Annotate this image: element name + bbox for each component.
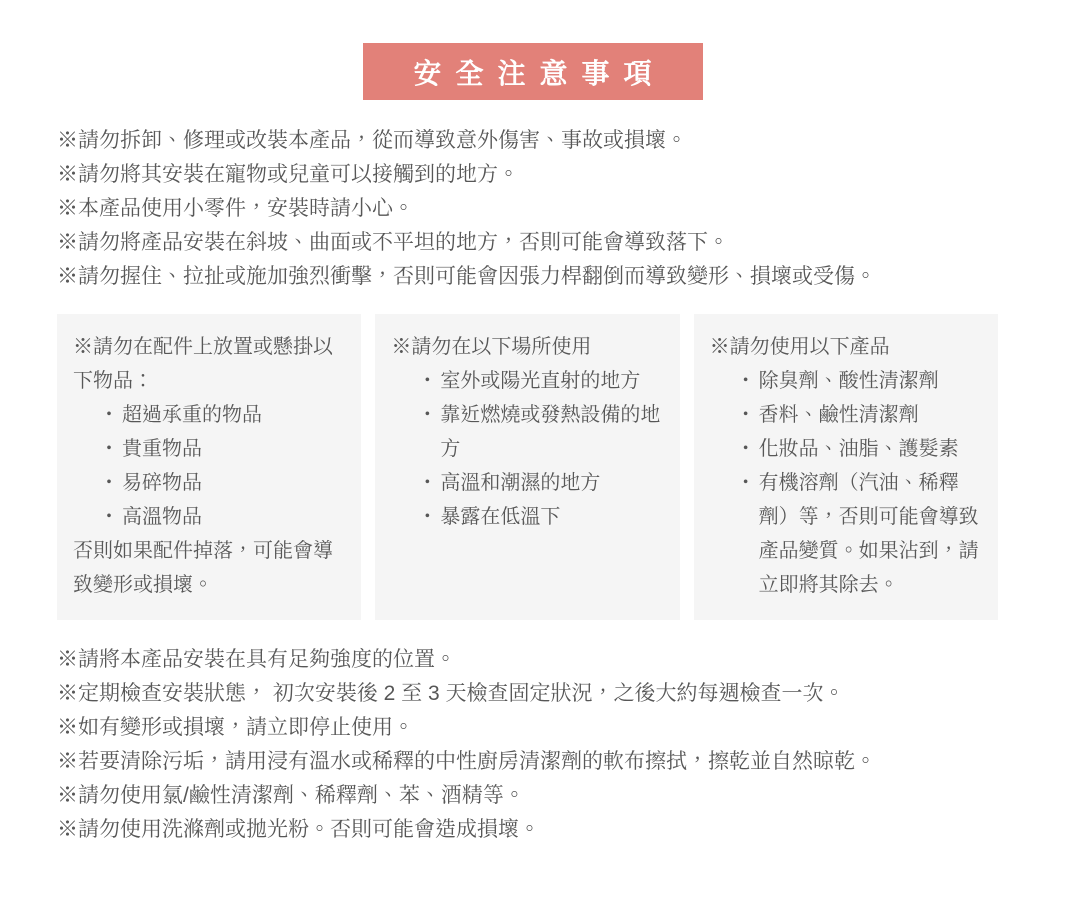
warning-box-bullet-list: [710, 364, 982, 602]
warning-boxes: [57, 314, 998, 620]
warning-box-heading: ※請勿在以下場所使用: [391, 336, 592, 358]
warning-box-footer: 否則如果配件掉落，可能會導致變形或損壞。: [73, 540, 333, 596]
safety-notice-page: [0, 43, 1065, 900]
box-bullet-item: ・ 暴露在低溫下: [417, 500, 663, 534]
warning-item: ※本產品使用小零件，安裝時請小心。: [57, 197, 414, 220]
warning-box-heading: ※請勿使用以下產品: [709, 336, 890, 358]
warning-item: ※定期檢查安裝狀態， 初次安裝後 2 至 3 天檢查固定狀況，之後大約每週檢查一次。: [57, 682, 845, 705]
warning-item: ※請勿使用洗滌劑或拋光粉。否則可能會造成損壞。: [57, 818, 540, 841]
box-bullet-item: ・ 高溫物品: [99, 500, 345, 534]
warning-box: [375, 314, 679, 620]
box-bullet-item: ・ 有機溶劑（汽油、稀釋劑）等，否則可能會導致產品變質。如果沾到，請立即將其除去。: [736, 466, 982, 602]
box-bullet-item: ・ 貴重物品: [99, 432, 345, 466]
page-title: 安全注意事項: [413, 57, 666, 89]
warning-box-bullet-list: [391, 364, 663, 534]
page-title-banner: [363, 43, 703, 100]
box-bullet-item: ・ 化妝品、油脂、護髮素: [736, 432, 982, 466]
box-bullet-item: ・ 超過承重的物品: [99, 398, 345, 432]
box-bullet-item: ・ 室外或陽光直射的地方: [417, 364, 663, 398]
warning-box-heading: ※請勿在配件上放置或懸掛以下物品：: [73, 336, 333, 392]
warning-item: ※請勿將其安裝在寵物或兒童可以接觸到的地方。: [57, 163, 519, 186]
warning-box: [694, 314, 998, 620]
warning-item: ※請將本產品安裝在具有足夠強度的位置。: [57, 648, 456, 671]
box-bullet-item: ・ 除臭劑、酸性清潔劑: [736, 364, 982, 398]
warning-item: ※若要清除污垢，請用浸有溫水或稀釋的中性廚房清潔劑的軟布擦拭，擦乾並自然晾乾。: [57, 750, 876, 773]
warning-box: [57, 314, 361, 620]
box-bullet-item: ・ 高溫和潮濕的地方: [417, 466, 663, 500]
warning-item: ※請勿將產品安裝在斜坡、曲面或不平坦的地方，否則可能會導致落下。: [57, 231, 729, 254]
top-warning-list: [57, 124, 1025, 294]
bottom-warning-list: [57, 643, 1025, 847]
warning-item: ※請勿拆卸、修理或改裝本產品，從而導致意外傷害、事故或損壞。: [57, 129, 687, 152]
box-bullet-item: ・ 香料、鹼性清潔劑: [736, 398, 982, 432]
warning-item: ※如有變形或損壞，請立即停止使用。: [57, 716, 414, 739]
box-bullet-item: ・ 靠近燃燒或發熱設備的地方: [417, 398, 663, 466]
warning-item: ※請勿使用氯/鹼性清潔劑、稀釋劑、苯、酒精等。: [57, 784, 525, 807]
warning-box-bullet-list: [73, 398, 345, 534]
warning-item: ※請勿握住、拉扯或施加強烈衝擊，否則可能會因張力桿翻倒而導致變形、損壞或受傷。: [57, 265, 876, 288]
box-bullet-item: ・ 易碎物品: [99, 466, 345, 500]
